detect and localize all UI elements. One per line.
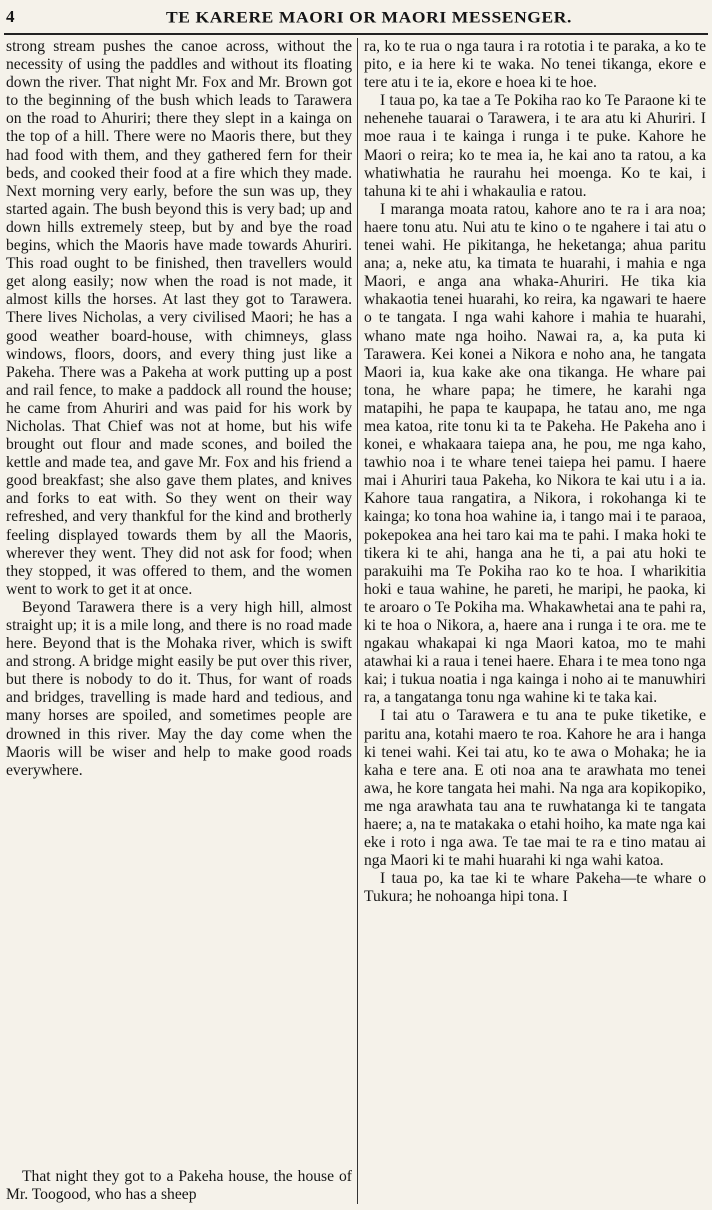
maori-paragraph-2: I taua po, ka tae a Te Pokiha rao ko Te Paraone ki te nehenehe tauarai o Tarawera, i te ara atu ki Ahuriri. I moe raua i te kainga i runga i te puke. Kahore he Maori o reira; ko te mea ia, he kai ano ta ratou, a ka whatiwhatia he raurahu hei moenga. Ko te kai, i tahuna ki te ahi i whakaulia e ratou. <box>364 92 706 200</box>
maori-column <box>364 38 706 1204</box>
english-paragraph-2: Beyond Tarawera there is a very high hill, almost straight up; it is a mile long, and there is no road made here. Beyond that is the Mohaka river, which is swift and strong. A bridge might easily be put over this river, but there is nobody to do it. Thus, for want of roads and bridges, travelling is made hard and tedious, and many horses are spoiled, and sometimes people are drowned in this river. May the day come when the Maoris will be wiser and help to make good roads everywhere. <box>6 598 352 779</box>
column-divider <box>357 38 358 1204</box>
maori-paragraph-4: I tai atu o Tarawera e tu ana te puke tiketike, e paritu ana, kotahi maero te roa. Kahore he ara i hanga ki tenei wahi. Kei tai atu, ko te awa o Mohaka; he ia kaha e tere ana. E oti noa ana te arawhata mo tenei awa, he kore tangata hei mahi. Na nga ara kopikopiko, me nga arawhata tau ana te ruwhatanga ki te tangata haere; a, na te matakaka o etahi hoiho, ka mate nga kai eke i roto i nga awa. Te tae mai te ra e tino matau ai nga Maori ki te mahi huarahi ki nga wahi katoa. <box>364 707 706 870</box>
page-header <box>6 4 704 30</box>
english-bottom-block <box>6 1168 352 1204</box>
running-title: TE KARERE MAORI OR MAORI MESSENGER. <box>165 7 573 26</box>
page-number: 4 <box>6 7 15 26</box>
english-paragraph-1: strong stream pushes the canoe across, without the necessity of using the paddles and without its floating down the river. That night Mr. Fox and Mr. Brown got to the beginning of the bush which leads to Tarawera on the road to Ahuriri; there they slept in a kainga on the top of a hill. There were no Maoris there, but they had food with them, and they gathered fern for their beds, and cooked their food at a fire which they made. Next morning very early, before the sun was up, they started again. The bush beyond this is very bad; up and down hills extremely steep, but by and bye the road begins, which the Maoris have made towards Ahuriri. This road ought to be finished, then travellers would get along easily; now when the road is not made, it almost kills the horses. At last they got to Tarawera. There lives Nicholas, a very civilised Maori; he has a good weather board-house, with chimneys, glass windows, floors, doors, and every thing just like a Pakeha. There was a Pakeha at work putting up a post and rail fence, to make a paddock all round the house; he came from Ahuriri and was paid for his work by Nicholas. That Chief was not at home, but his wife brought out flour and made scones, and boiled the kettle and made tea, and gave Mr. Fox and his friend a good breakfast; she also gave them plates, and knives and forks to eat with. So they went on their way refreshed, and very thankful for the kind and brotherly feeling displayed towards them by all the Maoris, wherever they went. They did not ask for food; when they stopped, it was offered to them, and the women went to work to get it at once. <box>6 38 352 598</box>
maori-paragraph-3: I maranga moata ratou, kahore ano te ra i ara noa; haere tonu atu. Nui atu te kino o te ngahere i tai atu o tenei wahi. He pikitanga, he heketanga; ahua paritu ana; a, neke atu, ka timata te huarahi, i mahia e nga Maori, e anga ana whaka-Ahuriri. He tika kia whakaotia tenei huarahi, ko reira, ka ngawari te haere o te tangata. I nga wahi kahore i mahia te huarahi, whano mate nga hoiho. Nawai ra, a, ka puta ki Tarawera. Kei konei a Nikora e noho ana, he tangata Maori ia, kua kake ake ona tikanga. He whare pai tona, he whare papa; he timere, he karahi nga matapihi, he papa te kaupapa, he tatau ano, me nga mea katoa, rite tonu ki ta te Pakeha. He Pakeha ano i konei, e whakaara taiepa ana, he pou, me nga kaho, tawhio noa i te whare tenei taiepa hei pamu. I haere mai i Ahuriri taua Pakeha, ko Nikora te kai utu i a ia. Kahore taua rangatira, a Nikora, i rokohanga ki te kainga; ko tona hoa wahine ia, i tango mai i te paraoa, pokepokea ana hei taro kai ma te pahi. I maka hoki te tikera ki te ahi, hanga ana he ti, a pai atu hoki te parakuihi ma Te Pokiha rao ko te hoa. I wharikitia hoki e taua wahine, he pareti, he maripi, he paoka, ki te aroaro o Te Pokiha ma. Whakawhetai ana te pahi ra, ki te hoa o Nikora, a, haere ana i runga i te ora. me te ngakau whakapai ki nga Maori katoa, mo te mahi atawhai ki a raua i tenei haere. Ehara i te mea tono nga kai; i tukua noatia i nga kainga i noho ai te manuwhiri ra, a tangatanga tonu nga wahine ki te taka kai. <box>364 200 706 707</box>
english-column <box>6 38 352 1204</box>
header-rule <box>4 33 708 35</box>
maori-paragraph-5: I taua po, ka tae ki te whare Pakeha—te whare o Tukura; he nohoanga hipi tona. I <box>364 870 706 906</box>
english-paragraph-3: That night they got to a Pakeha house, the house of Mr. Toogood, who has a sheep <box>6 1167 352 1203</box>
maori-paragraph-1: ra, ko te rua o nga taura i ra rototia i te paraka, a ko te pito, e ia here ki te waka. No tenei tikanga, ekore e tere atu i te ia, ekore e hoea ki te hoe. <box>364 38 706 92</box>
